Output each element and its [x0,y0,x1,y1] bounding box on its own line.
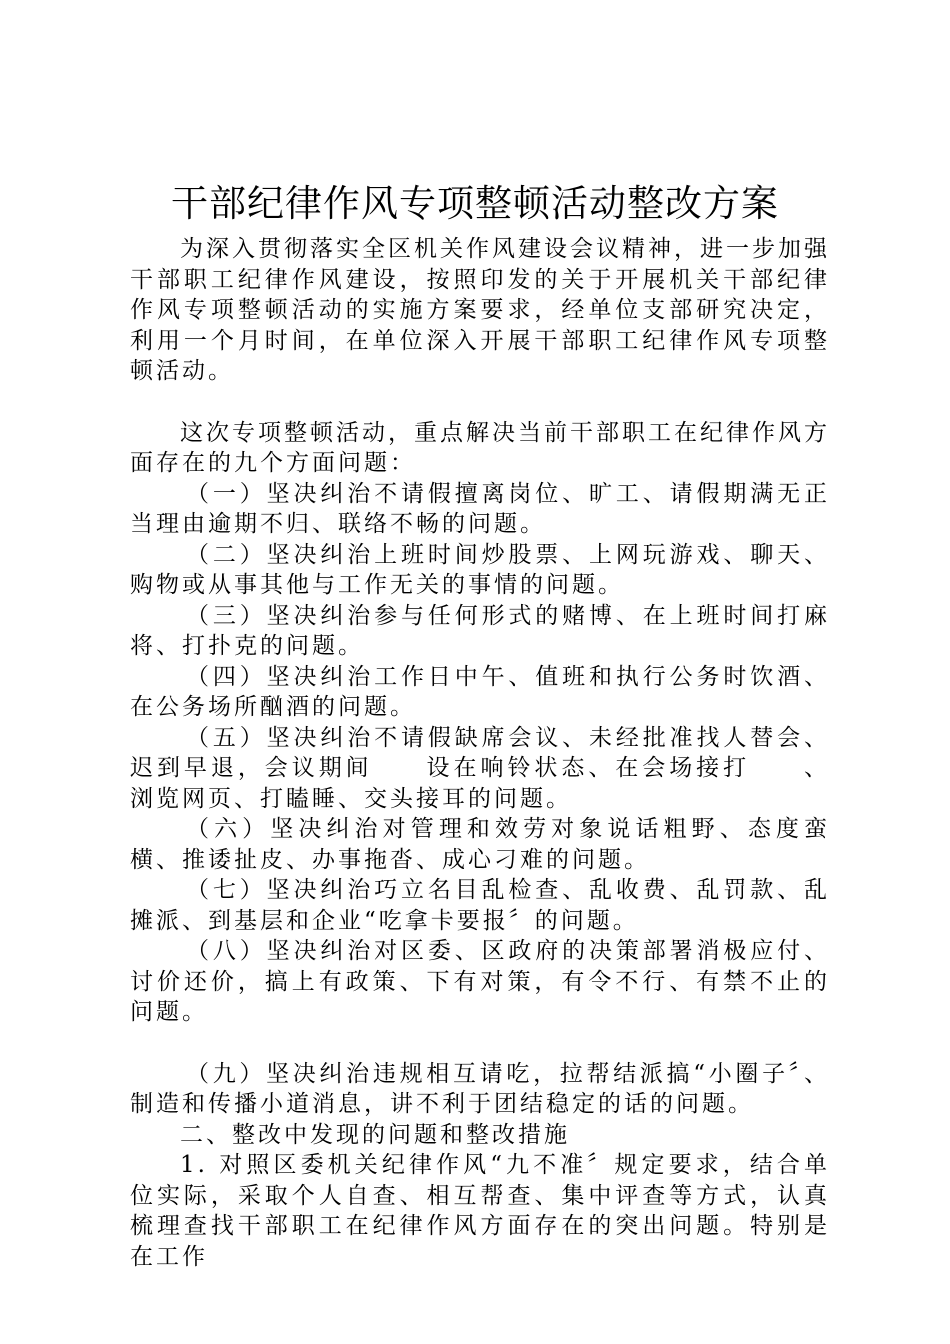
issue-item-3: （三）坚决纠治参与任何形式的赌博、在上班时间打麻将、打扑克的问题。 [130,602,830,659]
issue-item-7: （七）坚决纠治巧立名目乱检查、乱收费、乱罚款、乱摊派、到基层和企业“吃拿卡要报〞的问题。 [130,877,830,934]
document-title: 干部纪律作风专项整顿活动整改方案 [171,182,779,225]
focus-intro-paragraph: 这次专项整顿活动，重点解决当前干部职工在纪律作风方面存在的九个方面问题： [130,419,830,476]
issue-item-5: （五）坚决纠治不请假缺席会议、未经批准找人替会、迟到早退，会议期间 设在响铃状态、在会场接打 、浏览网页、打瞌睡、交头接耳的问题。 [130,724,830,812]
issue-item-1: （一）坚决纠治不请假擅离岗位、旷工、请假期满无正当理由逾期不归、联络不畅的问题。 [130,480,830,537]
issue-item-8: （八）坚决纠治对区委、区政府的决策部署消极应付、讨价还价，搞上有政策、下有对策，有令不行、有禁不止的问题。 [130,938,830,1025]
paragraph-gap [130,1028,830,1059]
section-two-paragraph-1: 1. 对照区委机关纪律作风“九不准〞规定要求，结合单位实际，采取个人自查、相互帮查、集中评查等方式，认真梳理查找干部职工在纪律作风方面存在的突出问题。特别是在工作 [130,1152,830,1270]
paragraph-gap [130,387,830,418]
issue-item-9: （九）坚决纠治违规相互请吃，拉帮结派搞“小圈子〞、制造和传播小道消息，讲不利于团结稳定的话的问题。 [130,1060,830,1117]
issue-item-2: （二）坚决纠治上班时间炒股票、上网玩游戏、聊天、购物或从事其他与工作无关的事情的问题。 [130,541,830,598]
issue-item-4: （四）坚决纠治工作日中午、值班和执行公务时饮酒、在公务场所酗酒的问题。 [130,663,830,720]
section-two-heading: 二、整改中发现的问题和整改措施 [180,1121,570,1148]
issue-item-6: （六）坚决纠治对管理和效劳对象说话粗野、态度蛮横、推诿扯皮、办事拖沓、成心刁难的问题。 [130,816,830,873]
intro-paragraph: 为深入贯彻落实全区机关作风建设会议精神，进一步加强干部职工纪律作风建设，按照印发的关于开展机关干部纪律作风专项整顿活动的实施方案要求，经单位支部研究决定，利用一个月时间，在单位深入开展干部职工纪律作风专项整顿活动。 [130,236,830,384]
document-body [130,234,830,1272]
